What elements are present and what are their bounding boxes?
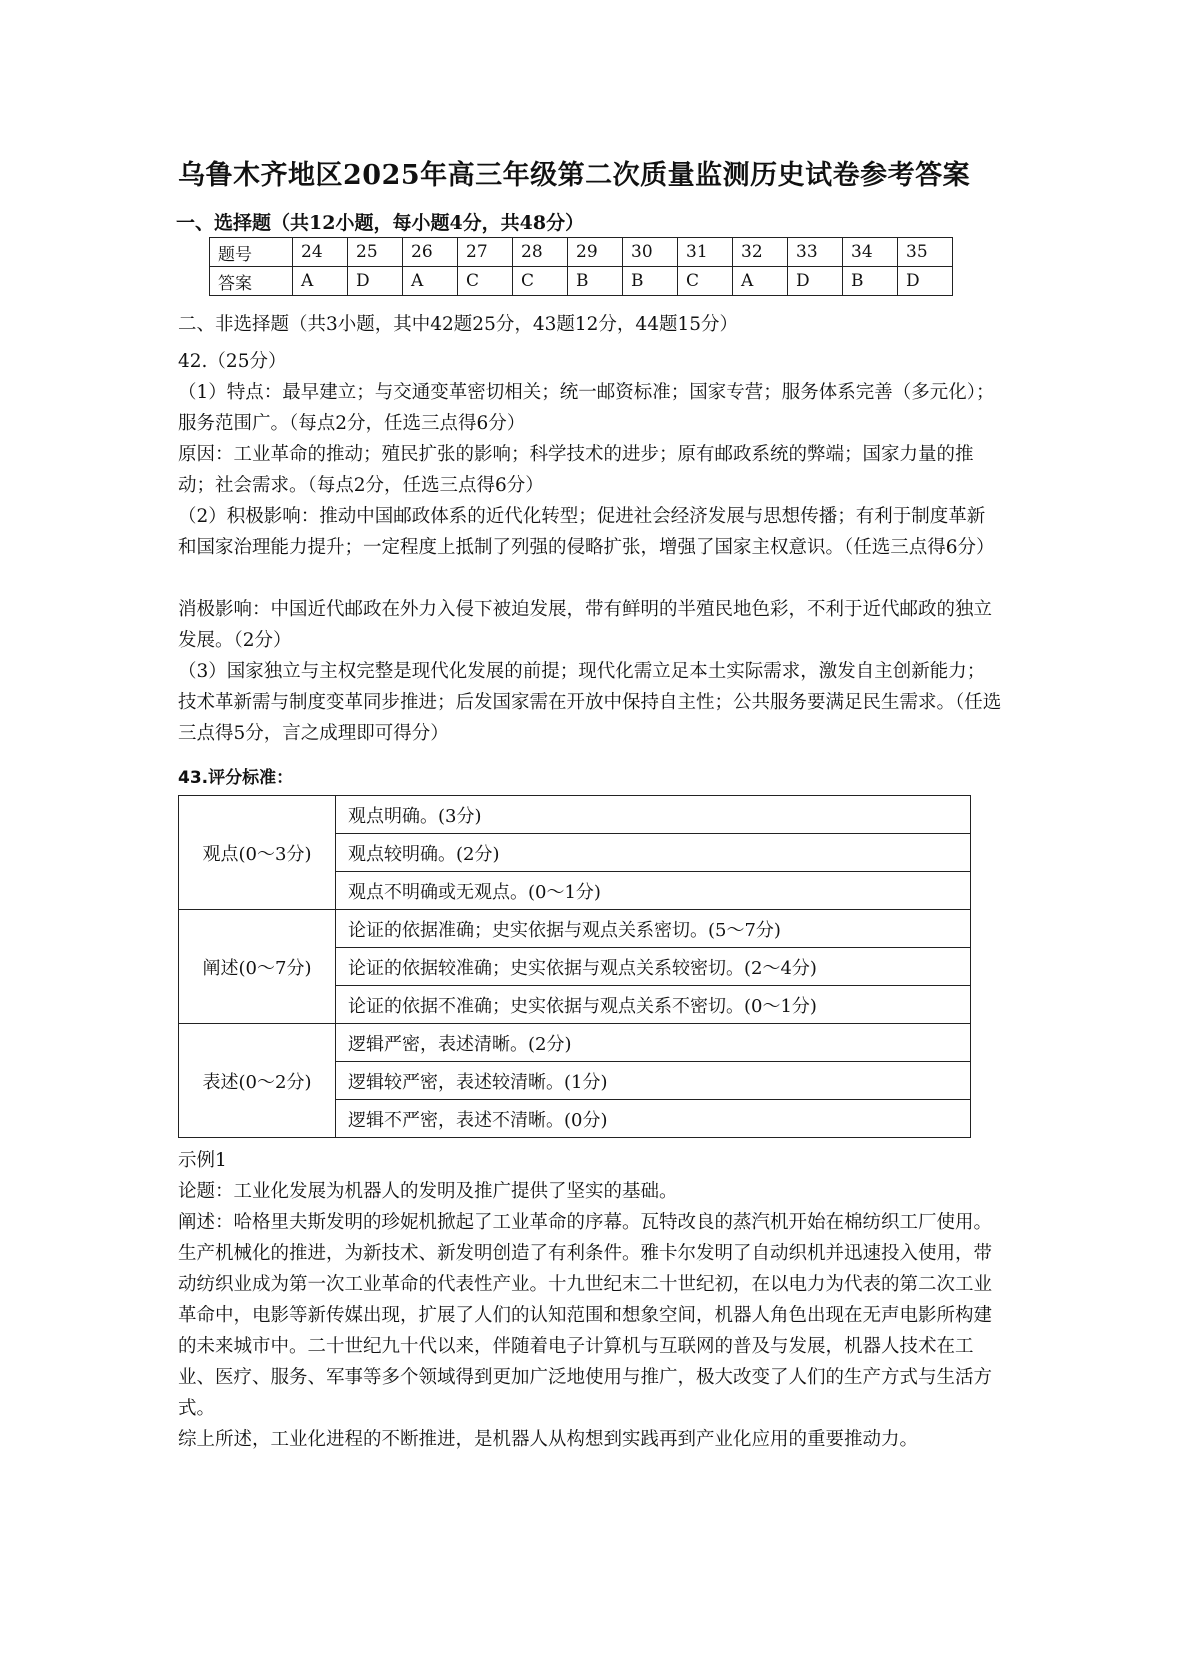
rubric-row <box>179 1024 971 1062</box>
rubric-criterion: 观点较明确。(2分) <box>336 834 971 872</box>
question-number: 29 <box>568 238 623 267</box>
answer-cell: A <box>733 267 788 296</box>
answer-cell: C <box>678 267 733 296</box>
row-label: 答案 <box>210 267 293 296</box>
question-number: 27 <box>458 238 513 267</box>
answer-cell: B <box>843 267 898 296</box>
answer-cell: A <box>403 267 458 296</box>
example-elaboration: 阐述：哈格里夫斯发明的珍妮机掀起了工业革命的序幕。瓦特改良的蒸汽机开始在棉纺织工厂使用。生产机械化的推进，为新技术、新发明创造了有利条件。雅卡尔发明了自动织机并迅速投入使用，带动纺织业成为第一次工业革命的代表性产业。十九世纪末二十世纪初，在以电力为代表的第二次工业革命中，电影等新传媒出现，扩展了人们的认知范围和想象空间，机器人角色出现在无声电影所构建的未来城市中。二十世纪九十代以来，伴随着电子计算机与互联网的普及与发展，机器人技术在工业、医疗、服务、军事等多个领域得到更加广泛地使用与推广，极大改变了人们的生产方式与生活方式。 <box>178 1212 993 1419</box>
row-label: 题号 <box>210 238 293 267</box>
answer-cell: D <box>348 267 403 296</box>
q42-part1-reasons: 原因：工业革命的推动；殖民扩张的影响；科学技术的进步；原有邮政系统的弊端；国家力量的推动；社会需求。（每点2分，任选三点得6分） <box>178 444 974 496</box>
question-number: 35 <box>898 238 953 267</box>
q42-label: 42.（25分） <box>178 351 287 372</box>
rubric-row <box>179 910 971 948</box>
question-number: 30 <box>623 238 678 267</box>
q42-part2-positive: （2）积极影响：推动中国邮政体系的近代化转型；促进社会经济发展与思想传播；有利于制度革新和国家治理能力提升；一定程度上抵制了列强的侵略扩张，增强了国家主权意识。（任选三点得6分） <box>178 506 995 558</box>
question-number: 26 <box>403 238 458 267</box>
answer-cell: B <box>623 267 678 296</box>
q42-part1-features: （1）特点：最早建立；与交通变革密切相关；统一邮资标准；国家专营；服务体系完善（多元化）；服务范围广。（每点2分，任选三点得6分） <box>178 382 995 434</box>
section1-heading: 一、选择题（共12小题，每小题4分，共48分） <box>176 212 585 234</box>
question-number: 28 <box>513 238 568 267</box>
question-number: 33 <box>788 238 843 267</box>
answer-row <box>210 267 953 296</box>
page-title: 乌鲁木齐地区2025年高三年级第二次质量监测历史试卷参考答案 <box>178 160 971 191</box>
rubric-criterion: 论证的依据准确；史实依据与观点关系密切。(5～7分) <box>336 910 971 948</box>
q42-part2-negative: 消极影响：中国近代邮政在外力入侵下被迫发展，带有鲜明的半殖民地色彩，不利于近代邮政的独立发展。（2分） <box>178 599 993 651</box>
rubric-row <box>179 796 971 834</box>
question-number: 32 <box>733 238 788 267</box>
answer-cell: C <box>513 267 568 296</box>
q42-part3: （3）国家独立与主权完整是现代化发展的前提；现代化需立足本土实际需求，激发自主创新能力；技术革新需与制度变革同步推进；后发国家需在开放中保持自主性；公共服务要满足民生需求。（任选三点得5分，言之成理即可得分） <box>178 661 1002 744</box>
answer-cell: B <box>568 267 623 296</box>
rubric-category: 阐述(0～7分) <box>179 910 336 1024</box>
question-number: 24 <box>293 238 348 267</box>
question-number: 25 <box>348 238 403 267</box>
answer-cell: D <box>898 267 953 296</box>
q43-label: 43.评分标准： <box>178 768 294 788</box>
section2-heading: 二、非选择题（共3小题，其中42题25分，43题12分，44题15分） <box>178 314 739 335</box>
rubric-criterion: 观点明确。(3分) <box>336 796 971 834</box>
example-label: 示例1 <box>178 1150 227 1171</box>
rubric-category: 表述(0～2分) <box>179 1024 336 1138</box>
question-number-row <box>210 238 953 267</box>
answer-cell: A <box>293 267 348 296</box>
rubric-criterion: 逻辑严密，表述清晰。(2分) <box>336 1024 971 1062</box>
rubric-criterion: 论证的依据不准确；史实依据与观点关系不密切。(0～1分) <box>336 986 971 1024</box>
rubric-criterion: 论证的依据较准确；史实依据与观点关系较密切。(2～4分) <box>336 948 971 986</box>
answer-table <box>209 237 953 296</box>
answer-cell: D <box>788 267 843 296</box>
rubric-table <box>178 795 971 1138</box>
rubric-category: 观点(0～3分) <box>179 796 336 910</box>
example-conclusion: 综上所述，工业化进程的不断推进，是机器人从构想到实践再到产业化应用的重要推动力。 <box>178 1429 919 1450</box>
rubric-criterion: 逻辑不严密，表述不清晰。(0分) <box>336 1100 971 1138</box>
question-number: 34 <box>843 238 898 267</box>
answer-cell: C <box>458 267 513 296</box>
rubric-criterion: 观点不明确或无观点。(0～1分) <box>336 872 971 910</box>
rubric-criterion: 逻辑较严密，表述较清晰。(1分) <box>336 1062 971 1100</box>
example-thesis: 论题：工业化发展为机器人的发明及推广提供了坚实的基础。 <box>178 1181 678 1202</box>
question-number: 31 <box>678 238 733 267</box>
